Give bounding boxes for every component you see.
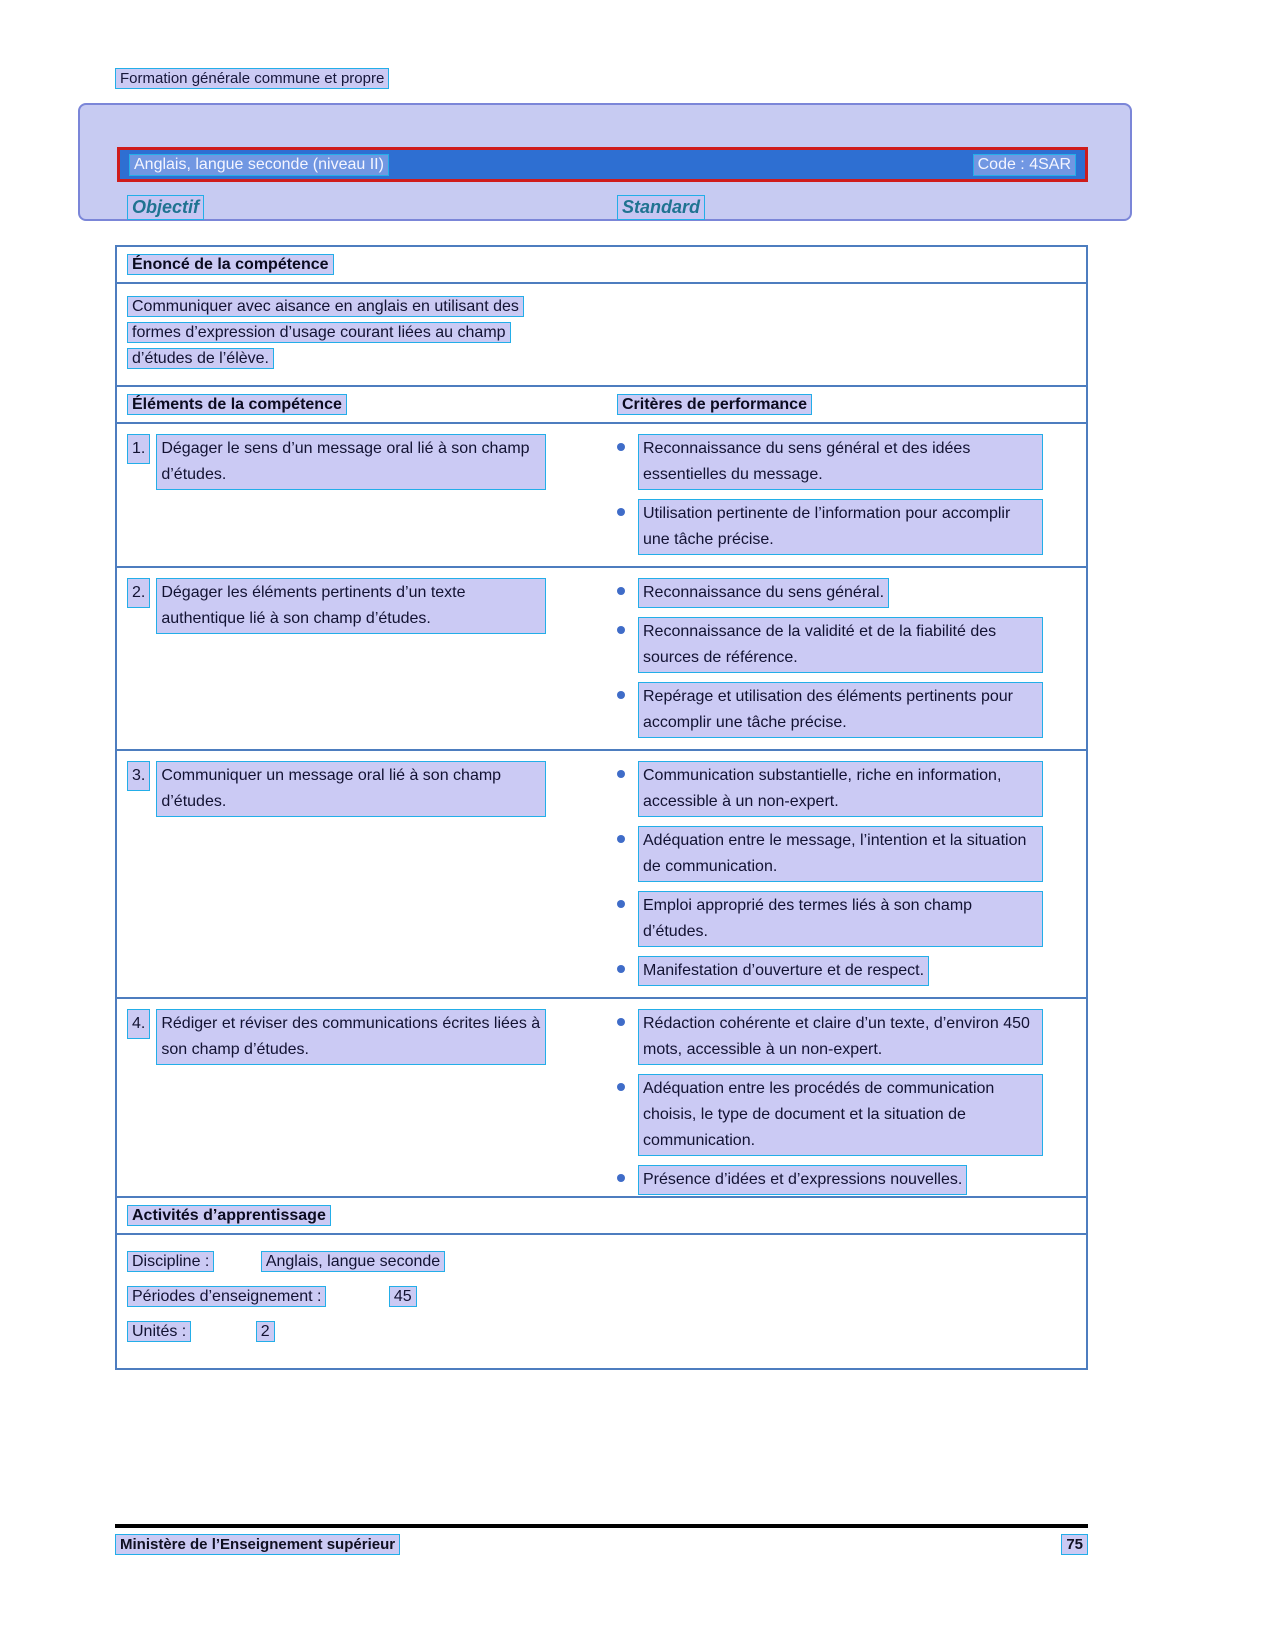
unites-label: Unités :	[127, 1321, 191, 1342]
periodes-label: Périodes d’enseignement :	[127, 1286, 326, 1307]
discipline-value: Anglais, langue seconde	[261, 1251, 445, 1272]
criteria-cell	[617, 759, 1076, 989]
criterion-item	[617, 1009, 1076, 1065]
unites-field	[127, 1319, 1076, 1345]
enonce-heading-row	[117, 247, 1086, 284]
enonce-body-text: Communiquer avec aisance en anglais en utilisant des formes d’expression d’usage courant liées au champ d’études de l’élève.	[127, 296, 524, 369]
footer-row	[115, 1534, 1088, 1555]
discipline-label: Discipline :	[127, 1251, 214, 1272]
criterion-text: Reconnaissance du sens général.	[638, 578, 889, 608]
bullet-icon	[617, 443, 625, 451]
course-title-bar	[117, 147, 1088, 182]
criterion-item	[617, 617, 1076, 673]
bullet-icon	[617, 691, 625, 699]
criterion-text: Adéquation entre les procédés de communication choisis, le type de document et la situation de communication.	[638, 1074, 1043, 1156]
criteria-cell	[617, 432, 1076, 558]
criterion-text: Adéquation entre le message, l’intention et la situation de communication.	[638, 826, 1043, 882]
bullet-icon	[617, 835, 625, 843]
criterion-text: Emploi approprié des termes liés à son champ d’études.	[638, 891, 1043, 947]
criterion-item	[617, 1165, 1076, 1195]
footer-page-number: 75	[1061, 1534, 1088, 1555]
page-footer	[115, 1524, 1088, 1555]
table-row	[117, 422, 1086, 566]
criterion-item	[617, 891, 1076, 947]
bullet-icon	[617, 900, 625, 908]
criteres-heading-cell	[617, 396, 1076, 414]
bullet-icon	[617, 508, 625, 516]
table-row	[117, 749, 1086, 997]
element-number: 4.	[127, 1009, 150, 1039]
periodes-value: 45	[389, 1286, 417, 1307]
criteres-heading: Critères de performance	[617, 394, 812, 415]
criterion-text: Manifestation d’ouverture et de respect.	[638, 956, 929, 986]
course-header-band	[78, 103, 1132, 221]
unites-value: 2	[256, 1321, 275, 1342]
competence-table-header	[117, 387, 1086, 422]
criterion-item	[617, 578, 1076, 608]
element-number: 1.	[127, 434, 150, 464]
objectif-standard-row	[127, 195, 1090, 221]
bullet-icon	[617, 1083, 625, 1091]
table-row	[117, 566, 1086, 749]
periodes-field	[127, 1284, 1076, 1310]
activites-heading: Activités d’apprentissage	[127, 1205, 331, 1226]
criterion-item	[617, 826, 1076, 882]
footer-ministry-label: Ministère de l’Enseignement supérieur	[115, 1534, 400, 1555]
bullet-icon	[617, 770, 625, 778]
element-number: 2.	[127, 578, 150, 608]
criteria-cell	[617, 576, 1076, 741]
criterion-item	[617, 956, 1076, 986]
criterion-text: Rédaction cohérente et claire d’un texte, d’environ 450 mots, accessible à un non-expert.	[638, 1009, 1043, 1065]
bullet-icon	[617, 587, 625, 595]
bullet-icon	[617, 626, 625, 634]
bullet-icon	[617, 1174, 625, 1182]
enonce-body-row	[117, 284, 547, 386]
discipline-field	[127, 1249, 1076, 1275]
criterion-item	[617, 682, 1076, 738]
activites-body	[117, 1235, 1086, 1368]
element-cell	[127, 576, 617, 741]
criterion-text: Communication substantielle, riche en information, accessible à un non-expert.	[638, 761, 1043, 817]
element-cell	[127, 759, 617, 989]
element-text: Dégager le sens d’un message oral lié à son champ d’études.	[156, 434, 546, 490]
criterion-text: Reconnaissance du sens général et des idées essentielles du message.	[638, 434, 1043, 490]
objectif-label: Objectif	[127, 195, 204, 220]
enonce-competence-box	[115, 245, 1088, 388]
activites-heading-row	[117, 1198, 1086, 1235]
elements-heading-cell	[127, 396, 617, 414]
criterion-text: Présence d’idées et d’expressions nouvelles.	[638, 1165, 967, 1195]
criterion-item	[617, 761, 1076, 817]
bullet-icon	[617, 1018, 625, 1026]
footer-divider	[115, 1524, 1088, 1528]
enonce-heading: Énoncé de la compétence	[127, 254, 334, 275]
criterion-item	[617, 499, 1076, 555]
element-text: Communiquer un message oral lié à son champ d’études.	[156, 761, 546, 817]
course-code: Code : 4SAR	[973, 154, 1076, 176]
criterion-text: Reconnaissance de la validité et de la fiabilité des sources de référence.	[638, 617, 1043, 673]
elements-heading: Éléments de la compétence	[127, 394, 347, 415]
element-text: Rédiger et réviser des communications écrites liées à son champ d’études.	[156, 1009, 546, 1065]
criterion-text: Utilisation pertinente de l’information pour accomplir une tâche précise.	[638, 499, 1043, 555]
course-title: Anglais, langue seconde (niveau II)	[129, 154, 389, 176]
criterion-text: Repérage et utilisation des éléments pertinents pour accomplir une tâche précise.	[638, 682, 1043, 738]
activites-box	[115, 1196, 1088, 1370]
criterion-item	[617, 1074, 1076, 1156]
document-header-label: Formation générale commune et propre	[115, 68, 389, 89]
element-cell	[127, 432, 617, 558]
criterion-item	[617, 434, 1076, 490]
element-text: Dégager les éléments pertinents d’un texte authentique lié à son champ d’études.	[156, 578, 546, 634]
element-number: 3.	[127, 761, 150, 791]
standard-label: Standard	[617, 195, 705, 220]
bullet-icon	[617, 965, 625, 973]
